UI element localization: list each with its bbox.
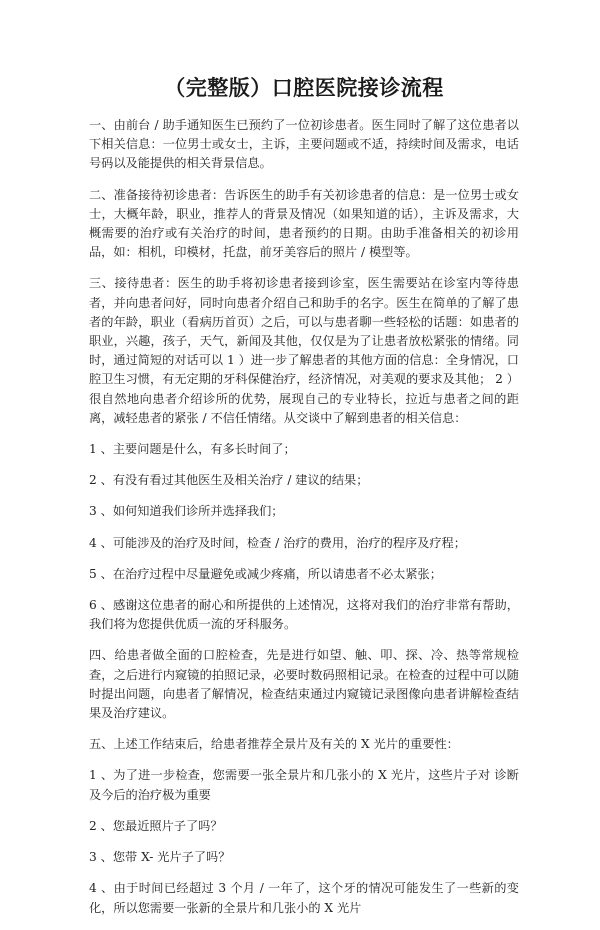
section-5-paragraph: 五、上述工作结束后，给患者推荐全景片及有关的 X 光片的重要性： <box>89 737 459 752</box>
list-item: 2 、您最近照片子了吗？ <box>89 818 223 833</box>
list-item: 4 、由于时间已经超过 3 个月 / 一年了，这个牙的情况可能发生了一些新的变化，所以您需要一张新的全景片和几张小的 X 光片 <box>89 881 519 915</box>
list-item: 1 、主要问题是什么，有多长时间了； <box>89 442 296 457</box>
document-title: （完整版）口腔医院接诊流程 <box>164 75 444 100</box>
list-item: 3 、您带 X- 光片子了吗？ <box>89 850 231 865</box>
section-3-paragraph: 三、接待患者：医生的助手将初诊患者接到诊室，医生需要站在诊室内等待患者，并向患者问好，同时向患者介绍自己和助手的名字。医生在简单的了解了患者的年龄，职业（看病历首页）之后，可以与患者聊一些轻松的话题：如患者的职业，兴趣，孩子，天气，新闻及其他，仅仅是为了让患者放松紧张的情绪。同时，通过简短的对话可以 1 ）进一步了解患者的其他方面的信息：全身情况，口腔卫生习惯，有无定期的牙科保健治疗，经济情况，对美观的要求及其他； 2 ）很自然地向患者介绍诊所的优势，展现自己的专业特长，拉近与患者之间的距离，减轻患者的紧张 / 不信任情绪。从交谈中了解到患者的相关信息： <box>89 276 519 425</box>
list-item: 4 、可能涉及的治疗及时间，检查 / 治疗的费用，治疗的程序及疗程； <box>89 535 466 550</box>
list-item: 1 、为了进一步检查，您需要一张全景片和几张小的 X 光片，这些片子对 诊断及今后的治疗极为重要 <box>89 768 519 802</box>
section-4-paragraph: 四、给患者做全面的口腔检查，先是进行如望、触、叩、探、冷、热等常规检查，之后进行内窥镜的拍照记录，必要时数码照相记录。在检查的过程中可以随时提出问题，向患者了解情况，检查结束通过内窥镜记录图像向患者讲解检查结果及治疗建议。 <box>89 648 519 721</box>
list-item: 6 、感谢这位患者的耐心和所提供的上述情况，这将对我们的治疗非常有帮助，我们将为您提供优质一流的牙科服务。 <box>89 598 519 632</box>
section-1-paragraph: 一、由前台 / 助手通知医生已预约了一位初诊患者。医生同时了解了这位患者以下相关信息：一位男士或女士，主诉，主要问题或不适，持续时间及需求，电话号码以及能提供的相关背景信息。 <box>89 118 519 171</box>
list-item: 2 、有没有看过其他医生及相关治疗 / 建议的结果； <box>89 473 369 488</box>
section-2-paragraph: 二、准备接待初诊患者：告诉医生的助手有关初诊患者的信息：是一位男士或女士，大概年龄，职业，推荐人的背景及情况（如果知道的话），主诉及需求，大概需要的治疗或有关治疗的时间，患者预约的日期。由助手准备相关的初诊用品，如：相机，印模材，托盘，前牙美容后的照片 / 模型等。 <box>89 187 519 260</box>
list-item: 3 、如何知道我们诊所并选择我们； <box>89 504 284 519</box>
list-item: 5 、在治疗过程中尽量避免或减少疼痛，所以请患者不必太紧张； <box>89 566 442 581</box>
document-page <box>89 72 519 930</box>
